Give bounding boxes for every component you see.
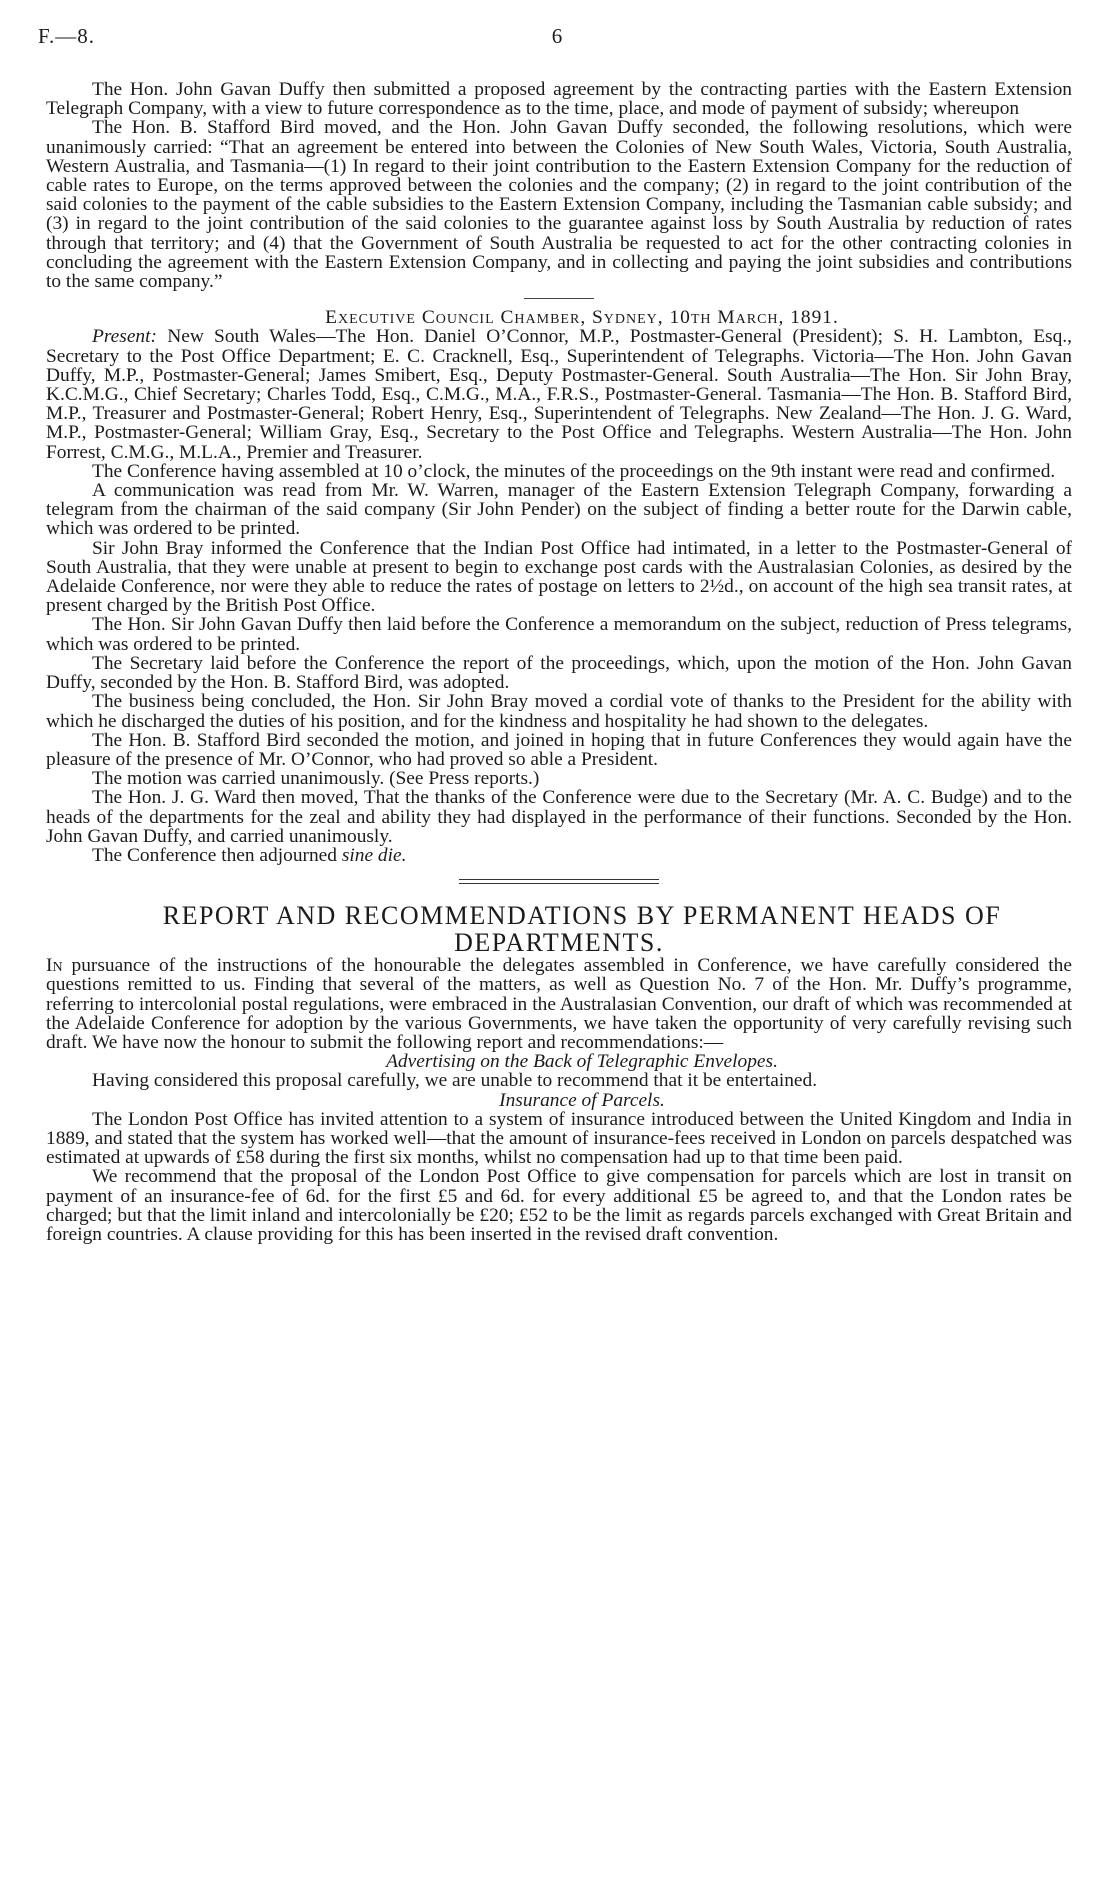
paragraph: A communication was read from Mr. W. Warren, manager of the Eastern Extension Telegraph Company, forwarding a telegram from the chairman of the said company (Sir John Pender) on the subject of finding a better route for the Darwin cable, which was ordered to be printed.: [46, 480, 1072, 540]
adjourned-italic: sine die.: [341, 844, 407, 866]
paragraph: The Conference having assembled at 10 o’clock, the minutes of the proceedings on the 9th instant were read and confirmed.: [92, 460, 1056, 482]
subheading-advertising: Advertising on the Back of Telegraphic Envelopes.: [386, 1051, 778, 1073]
paragraph: The Hon. John Gavan Duffy then submitted a proposed agreement by the contracting parties with the Eastern Extension Telegraph Company, with a view to future correspondence as to the time, place, and mode of payment of subsidy; whereupon: [46, 79, 1072, 120]
paragraph: Having considered this proposal carefully, we are unable to recommend that it be entertained.: [92, 1070, 818, 1092]
paragraph: The Hon. B. Stafford Bird seconded the motion, and joined in hoping that in future Conferences they would again have the pleasure of the presence of Mr. O’Connor, who had proved so able a President.: [46, 729, 1072, 770]
present-label: Present:: [92, 326, 157, 348]
report-intro: [46, 956, 1072, 1052]
council-heading: Executive Council Chamber, Sydney, 10th March, 1891.: [325, 307, 839, 329]
document-body: [46, 80, 1072, 1244]
double-rule-divider: [459, 879, 659, 884]
page-header: [38, 24, 1076, 54]
paragraph: The Hon. J. G. Ward then moved, That the thanks of the Conference were due to the Secretary (Mr. A. C. Budge) and to the heads of the departments for the zeal and ability they had displayed in the performance of their functions. Seconded by the Hon. John Gavan Duffy, and carried unanimously.: [46, 787, 1072, 847]
paragraph: The Secretary laid before the Conference the report of the proceedings, which, upon the motion of the Hon. John Gavan Duffy, seconded by the Hon. B. Stafford Bird, was adopted.: [46, 652, 1072, 694]
present-paragraph: [46, 327, 1072, 461]
report-heading: REPORT AND RECOMMENDATIONS BY PERMANENT HEADS OF DEPARTMENTS.: [162, 901, 1002, 958]
subheading-insurance: Insurance of Parcels.: [499, 1089, 665, 1111]
paragraph: The London Post Office has invited attention to a system of insurance introduced between the United Kingdom and India in 1889, and stated that the system has worked well—that the amount of insurance-fees received in London on parcels despatched was estimated at upwards of £58 during the first six months, whilst no compensation had up to that time been paid.: [46, 1108, 1072, 1169]
adjourned-paragraph: [46, 846, 1072, 865]
adjourned-text: The Conference then adjourned: [92, 844, 342, 866]
section-divider: [524, 298, 594, 299]
report-intro-first-word: In: [46, 955, 63, 977]
page-number: 6: [551, 24, 563, 48]
paragraph: The Hon. Sir John Gavan Duffy then laid before the Conference a memorandum on the subject, reduction of Press telegrams, which was ordered to be printed.: [46, 614, 1072, 655]
present-text: New South Wales—The Hon. Daniel O’Connor, M.P., Postmaster-General (President); S. H. Lambton, Esq., Secretary to the Post Office Department; E. C. Cracknell, Esq., Superintendent of Telegraphs. Victoria—The Hon. John Gavan Duffy, M.P., Postmaster-General; James Smibert, Esq., Deputy Postmaster-General. South Australia—The Hon. Sir John Bray, K.C.M.G., Chief Secretary; Charles Todd, Esq., C.M.G., M.A., F.R.S., Postmaster-General. Tasmania—The Hon. B. Stafford Bird, M.P., Treasurer and Postmaster-General; Robert Henry, Esq., Superintendent of Telegraphs. New Zealand—The Hon. J. G. Ward, M.P., Postmaster-General; William Gray, Esq., Secretary to the Post Office and Telegraphs. Western Australia—The Hon. John Forrest, C.M.G., M.L.A., Premier and Treasurer.: [46, 326, 1072, 463]
paragraph: We recommend that the proposal of the London Post Office to give compensation for parcels which are lost in transit on payment of an insurance-fee of 6d. for the first £5 and 6d. for every additional £5 be agreed to, and that the London rates be charged; but that the limit inland and intercolonially be £20; £52 to be the limit as regards parcels exchanged with Great Britain and foreign countries. A clause providing for this has been inserted in the revised draft convention.: [46, 1166, 1072, 1245]
paragraph: The motion was carried unanimously. (See Press reports.): [92, 768, 540, 790]
report-intro-text: pursuance of the instructions of the honourable the delegates assembled in Conference, we have carefully considered the questions remitted to us. Finding that several of the matters, as well as Question No. 7 of the Hon. Mr. Duffy’s programme, referring to intercolonial postal regulations, were embraced in the Australasian Convention, our draft of which was recommended at the Adelaide Conference for adoption by the various Governments, we have taken the opportunity of very carefully revising such draft. We have now the honour to submit the following report and recommendations:—: [46, 955, 1072, 1053]
paragraph: Sir John Bray informed the Conference that the Indian Post Office had intimated, in a letter to the Postmaster-General of South Australia, that they were unable at present to begin to exchange post cards with the Australasian Colonies, as desired by the Adelaide Conference, nor were they able to reduce the rates of postage on letters to 2½d., on account of the high sea transit rates, at present charged by the British Post Office.: [46, 537, 1072, 617]
document-reference: F.—8.: [38, 24, 95, 48]
paragraph: The business being concluded, the Hon. Sir John Bray moved a cordial vote of thanks to the President for the ability with which he discharged the duties of his position, and for the kindness and hospitality he had shown to the delegates.: [46, 691, 1072, 732]
paragraph: The Hon. B. Stafford Bird moved, and the Hon. John Gavan Duffy seconded, the following resolutions, which were unanimously carried: “That an agreement be entered into between the Colonies of New South Wales, Victoria, South Australia, Western Australia, and Tasmania—(1) In regard to their joint contribution to the Eastern Extension Company for the reduction of cable rates to Europe, on the terms approved between the colonies and the company; (2) in regard to the joint contribution of the said colonies to the payment of the cable subsidies to the Eastern Extension Company, including the Tasmanian cable subsidy; and (3) in regard to the joint contribution of the said colonies to the guarantee against loss by South Australia by reduction of rates through that territory; and (4) that the Government of South Australia be requested to act for the other contracting colonies in concluding the agreement with the Eastern Extension Company, and in collecting and paying the joint subsidies and contributions to the same company.”: [46, 117, 1072, 293]
